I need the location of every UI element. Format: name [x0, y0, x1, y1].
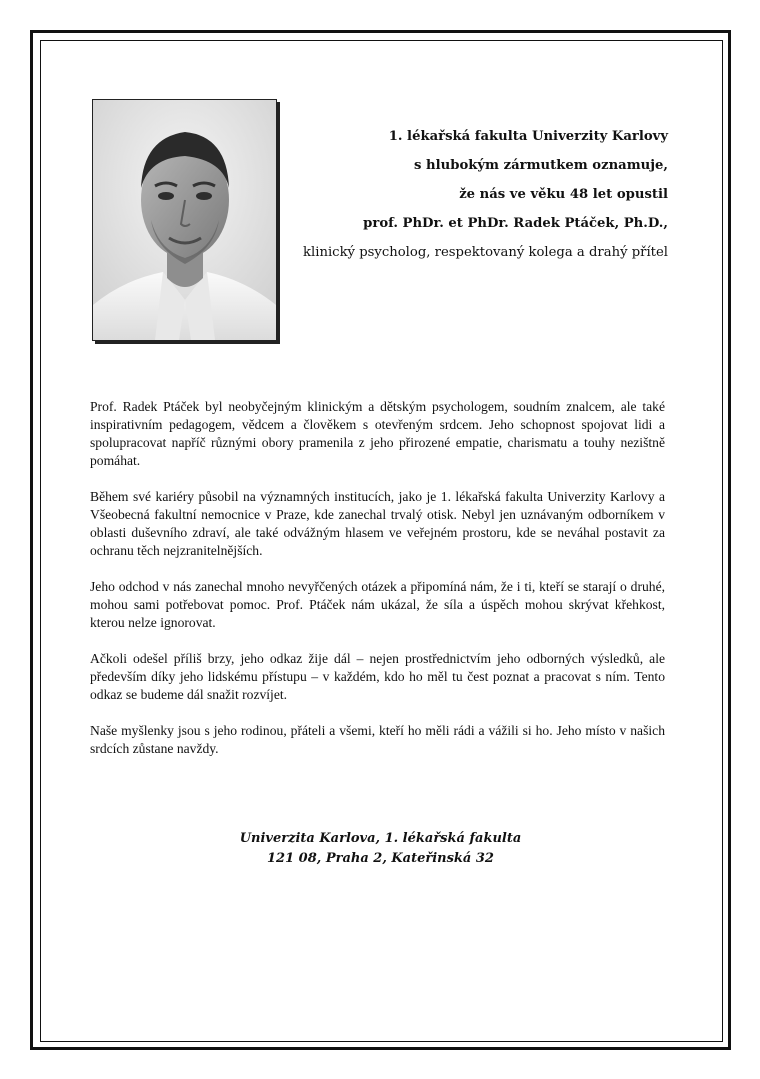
announcement-sorrow: s hlubokým zármutkem oznamuje,: [414, 158, 668, 173]
announcement-block: [238, 122, 668, 267]
footer-street-address: 121 08, Praha 2, Kateřinská 32: [267, 851, 494, 866]
footer-address: [40, 829, 721, 869]
announcement-age: že nás ve věku 48 let opustil: [459, 187, 668, 202]
paragraph: Jeho odchod v nás zanechal mnoho nevyřčených otázek a připomíná nám, že i ti, kteří se starají o druhé, mohou sami potřebovat pomoc. Prof. Ptáček nám ukázal, že síla a úspěch mohou skrývat křehkost, kterou nelze ignorovat.: [90, 579, 665, 630]
paragraph: Prof. Radek Ptáček byl neobyčejným klinickým a dětským psychologem, soudním znalcem, ale také inspirativním pedagogem, vědcem a člověkem s otevřeným srdcem. Jeho schopnost spojovat lidi a spolupracovat napříč různými obory pramenila z jeho přirozené empatie, charismatu a touhy nezištně pomáhat.: [90, 399, 665, 468]
announcement-role: klinický psycholog, respektovaný kolega a drahý přítel: [303, 245, 668, 260]
announcement-faculty: 1. lékařská fakulta Univerzity Karlovy: [388, 129, 668, 144]
paragraph: Ačkoli odešel příliš brzy, jeho odkaz žije dál – nejen prostřednictvím jeho odborných výsledků, ale především díky jeho lidskému přístupu – v každém, kdo ho měl tu čest poznat a pracovat s ním. Tento odkaz se budeme dál snažit rozvíjet.: [90, 651, 665, 702]
paragraph: Během své kariéry působil na významných institucích, jako je 1. lékařská fakulta Univerzity Karlovy a Všeobecná fakultní nemocnice v Praze, kde zanechal trvalý otisk. Nebyl jen uznávaným odborníkem v oblasti duševního zdraví, ale také odvážným hlasem ve veřejném prostoru, kde se neváhal postavit za ochranu těch nejzranitelnějších.: [90, 489, 665, 558]
obituary-body: [90, 398, 665, 776]
announcement-name: prof. PhDr. et PhDr. Radek Ptáček, Ph.D.,: [363, 216, 668, 231]
footer-institution: Univerzita Karlova, 1. lékařská fakulta: [239, 831, 522, 846]
paragraph: Naše myšlenky jsou s jeho rodinou, přáteli a všemi, kteří ho měli rádi a vážili si ho. Jeho místo v našich srdcích zůstane navždy.: [90, 723, 665, 756]
